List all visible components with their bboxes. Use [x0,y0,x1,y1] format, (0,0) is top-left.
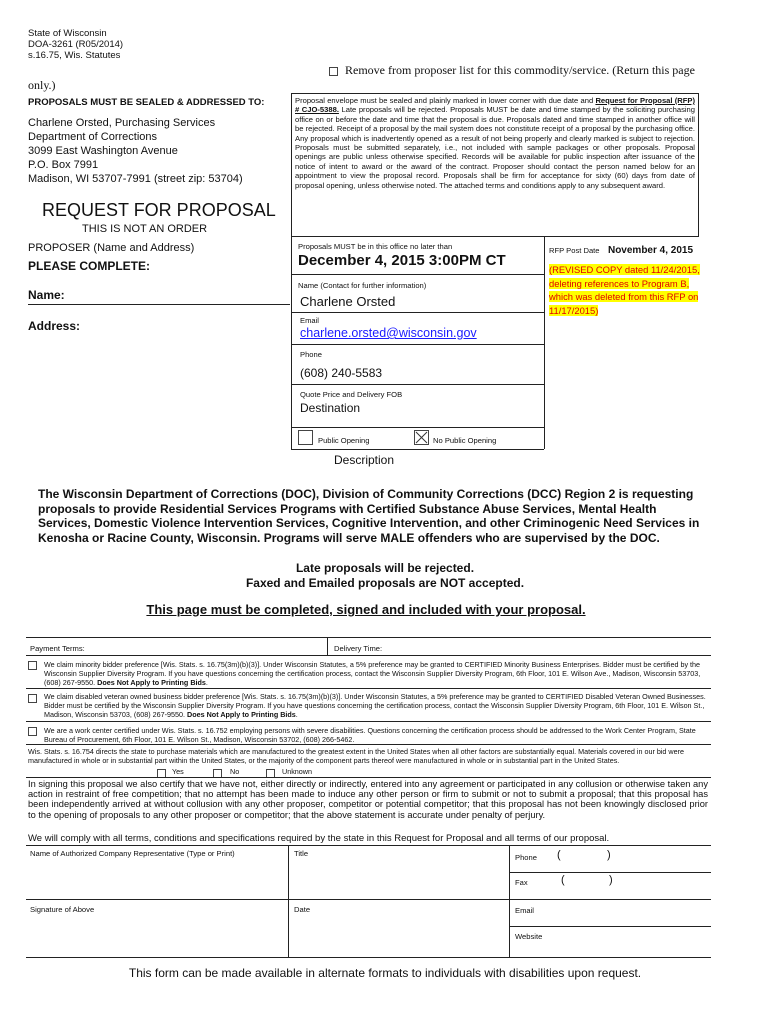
late-notice: Late proposals will be rejected. [295,561,475,575]
website-label[interactable]: Website [515,932,543,941]
public-opening-label: Public Opening [318,436,370,445]
rep-name-label[interactable]: Name of Authorized Company Representative (Type or Print) [30,849,235,858]
remove-option [329,63,695,78]
row-divider [26,721,711,722]
title-label[interactable]: Title [294,849,309,858]
remove-option-text-cont: only.) [28,78,56,92]
row-divider [509,926,711,927]
col-divider [509,845,510,957]
must-complete-notice: This page must be completed, signed and included with your proposal. [146,602,586,617]
footer-accessibility: This form can be made available in alternate formats to individuals with disabilities upon request. [128,966,642,980]
row-divider [26,744,711,745]
minority-preference-text: We claim minority bidder preference [Wis. Stats. s. 16.75(3m)(b)(3)]. Under Wisconsin Statutes, a 5% preference may be granted to CERTIFIED Minority Business Enterprises. Bidder must be certified by the Wisconsin Supplier Diversity Program. If you have questions concerning the certification process, contact the Wisconsin Supplier Diversity Program, 6th Floor, 101 E. Wilson Ave., Madison, Wisconsin 53703, (608) 267-9550. [44,660,701,688]
remove-option-text: Remove from proposer list for this commodity/service. (Return this page [345,63,695,77]
no-label: No [230,767,240,776]
post-date-label: RFP Post Date [549,246,600,255]
fax-paren-open: ( [561,874,565,886]
delivery-time-label[interactable]: Delivery Time: [334,644,383,653]
phone-paren-open: ( [557,849,561,861]
email-field-label[interactable]: Email [515,906,534,915]
address-dept: Department of Corrections [28,131,157,143]
fax-paren-close: ) [609,874,613,886]
row-divider [291,236,699,237]
row-divider [509,872,711,873]
address-name: Charlene Orsted, Purchasing Services [28,117,216,129]
deadline-label: Proposals MUST be in this office no later than [298,242,453,251]
statute-text: Wis. Stats. s. 16.754 directs the state to purchase materials which are manufactured to the greatest extent in the United States when all other factors are substantially equal. Materials covered in our bid were manufactured in whole or in substantial part within the United States, or the majority of the component parts thereof were manufactured in whole or in substantial part in the United States. [28,747,684,766]
checkmark-x-icon [415,431,428,444]
table-mid-border [544,236,545,449]
yes-label: Yes [172,767,184,776]
minority-no-print: Does Not Apply to Printing Bids [97,678,206,688]
contact-phone: (608) 240-5583 [300,366,383,380]
row-divider [291,344,544,345]
col-divider [288,845,289,957]
proposer-label: PROPOSER (Name and Address) [28,242,195,254]
phone-field-label[interactable]: Phone [515,853,537,862]
veteran-checkbox-box[interactable] [28,694,37,703]
row-divider [26,845,711,846]
unknown-label: Unknown [282,767,312,776]
please-complete: PLEASE COMPLETE: [28,259,151,273]
row-divider [26,688,711,689]
row-divider [291,384,544,385]
work-center-checkbox[interactable] [28,723,37,741]
revised-note-text: (REVISED COPY dated 11/24/2015, deleting references to Program B, which was deleted from this RFP on 11/17/2015) [549,264,700,316]
address-street: 3099 East Washington Avenue [28,145,178,157]
public-opening-checkbox[interactable] [298,430,313,445]
name-input-line[interactable] [28,304,290,305]
faxed-notice: Faxed and Emailed proposals are NOT accepted. [245,576,525,590]
address-po: P.O. Box 7991 [28,159,99,171]
deadline-value: December 4, 2015 3:00PM CT [298,252,506,269]
form-header [28,28,123,61]
address-label: Address: [28,319,81,333]
row-divider [291,449,544,450]
name-label: Name: [28,288,65,302]
post-date-value: November 4, 2015 [607,245,694,256]
revised-note [549,263,707,317]
address-heading: PROPOSALS MUST BE SEALED & ADDRESSED TO: [28,97,265,108]
phone-label: Phone [300,350,322,359]
phone-paren-close: ) [607,849,611,861]
contact-email-link[interactable]: charlene.orsted@wisconsin.gov [300,326,477,340]
rfp-number: Request for Proposal (RFP) # CJO-5388. [295,96,695,115]
description-body: The Wisconsin Department of Corrections (DOC), Division of Community Corrections (DCC) Region 2 is requesting proposals to provide Residential Services Programs with Certified Substance Abuse Services, Mental Health Services, Domestic Violence Intervention Services, Cognitive Intervention, and other Criminogenic Need Services in Kenosha or Racine County, Wisconsin. Programs will serve MALE offenders who are supervised by the DOC. [38,487,700,545]
not-an-order: THIS IS NOT AN ORDER [82,223,208,235]
row-divider [26,957,711,958]
work-center-text: We are a work center certified under Wis. Stats. s. 16.752 employing persons with severe disabilities. Questions concerning the certification process should be addressed to the Work Center Program, State Bureau of Procurement, 6th Floor, 101 E. Wilson St., Madison, Wisconsin 53702, (608) 266-5462. [44,726,696,745]
instructions-p2: Late proposals will be rejected. Proposals MUST be date and time stamped by the soliciting purchasing office on or before the date and time that the proposal is due. Proposals dated and time stamped in another office will be rejected. Receipt of a proposal by the mail system does not constitute receipt of a proposal by the purchasing office. Any proposal which is inadvertently opened as a result of not being properly and clearly marked is subject to rejection. Proposals must be submitted separately, i.e., not included with sample packages or other proposals. Proposal openings are public unless otherwise specified. Records will be available for public inspection after issuance of the notice of intent to award or the award of the contract. Proposer should contact the person named below for an appointment to view the proposal record. Proposals shall be firm for acceptance for sixty (60) days from date of proposal opening, unless otherwise noted. The attached terms and conditions apply to any subsequent award. [295,105,695,190]
post-date [549,240,693,258]
work-center-checkbox-box[interactable] [28,727,37,736]
description-label: Description [334,453,395,467]
veteran-no-print: Does Not Apply to Printing Bids [187,710,296,720]
date-label[interactable]: Date [294,905,311,914]
row-divider [26,637,711,638]
minority-preference: We claim minority bidder preference [Wis. Stats. s. 16.75(3m)(b)(3)]. Under Wisconsin Statutes, a 5% preference may be granted to CERTIFIED Minority Business Enterprises. Bidder must be certified by the Wisconsin Supplier Diversity Program. If you have questions concerning the certification process, contact the Wisconsin Supplier Diversity Program, 6th Floor, 101 E. Wilson Ave., Madison, Wisconsin 53703, (608) 267-9550. Does Not Apply to Printing Bids. [44,660,701,688]
row-divider [291,312,544,313]
email-label: Email [300,316,319,325]
fob-value: Destination [300,401,361,415]
header-form-number: DOA-3261 (R05/2014) [28,39,124,50]
payment-terms-label[interactable]: Payment Terms: [30,644,85,653]
fob-label: Quote Price and Delivery FOB [300,390,403,399]
contact-name: Charlene Orsted [300,294,396,309]
veteran-preference-text: We claim disabled veteran owned business bidder preference [Wis. Stats. s. 16.75(3m)(b)(3)]. Under Wisconsin Statutes, a 5% preference may be granted to CERTIFIED Disabled Veteran Owned Businesses. Bidder must be certified by the Wisconsin Supplier Diversity Program. If you have questions concerning the certification process, contact the Wisconsin Supplier Diversity Program, 6th Floor, 101 E. Wilson St., Madison, Wisconsin 53703, (608) 267-9550. [44,692,706,720]
comply-text: We will comply with all terms, conditions and specifications required by the state in this Request for Proposal and all terms of our proposal. [28,833,610,844]
row-divider [26,655,711,656]
fax-label[interactable]: Fax [515,878,528,887]
row-divider [291,274,544,275]
signature-label[interactable]: Signature of Above [30,905,95,914]
address-city: Madison, WI 53707-7991 (street zip: 53704) [28,173,243,185]
contact-name-label: Name (Contact for further information) [298,281,427,290]
row-divider [291,427,544,428]
no-public-opening-checkbox[interactable] [414,430,429,445]
remove-checkbox[interactable] [329,67,338,76]
certification-text: In signing this proposal we also certify that we have not, either directly or indirectly, entered into any agreement or participated in any collusion or otherwise taken any action in restraint of free competition; that no attempt has been made to induce any other person or firm to submit or not to submit a proposal; that this proposal has been independently arrived at without collusion with any other proposer, competitor or potential competitor; that this proposal has not been knowingly disclosed prior to the opening of proposals to any other proposer or competitor; that the above statement is accurate under penalty of perjury. [28,779,708,820]
header-state: State of Wisconsin [28,28,107,39]
row-divider [26,899,711,900]
table-left-border [291,236,292,449]
address-block [28,116,243,186]
no-public-opening-label: No Public Opening [433,436,497,445]
minority-checkbox[interactable] [28,657,37,675]
header-statute: s.16.75, Wis. Statutes [28,50,121,61]
instructions-p1: Proposal envelope must be sealed and plainly marked in lower corner with due date and [295,96,594,105]
col-divider [327,637,328,655]
row-divider [26,777,711,778]
veteran-checkbox[interactable] [28,690,37,708]
instructions-text [295,96,695,190]
minority-checkbox-box[interactable] [28,661,37,670]
rfp-title: REQUEST FOR PROPOSAL [42,200,276,220]
veteran-preference: We claim disabled veteran owned business bidder preference [Wis. Stats. s. 16.75(3m)(b)(3)]. Under Wisconsin Statutes, a 5% preference may be granted to CERTIFIED Disabled Veteran Owned Businesses. Bidder must be certified by the Wisconsin Supplier Diversity Program. If you have questions concerning the certification process, contact the Wisconsin Supplier Diversity Program, 6th Floor, 101 E. Wilson St., Madison, Wisconsin 53703, (608) 267-9550. Does Not Apply to Printing Bids. [44,692,706,720]
